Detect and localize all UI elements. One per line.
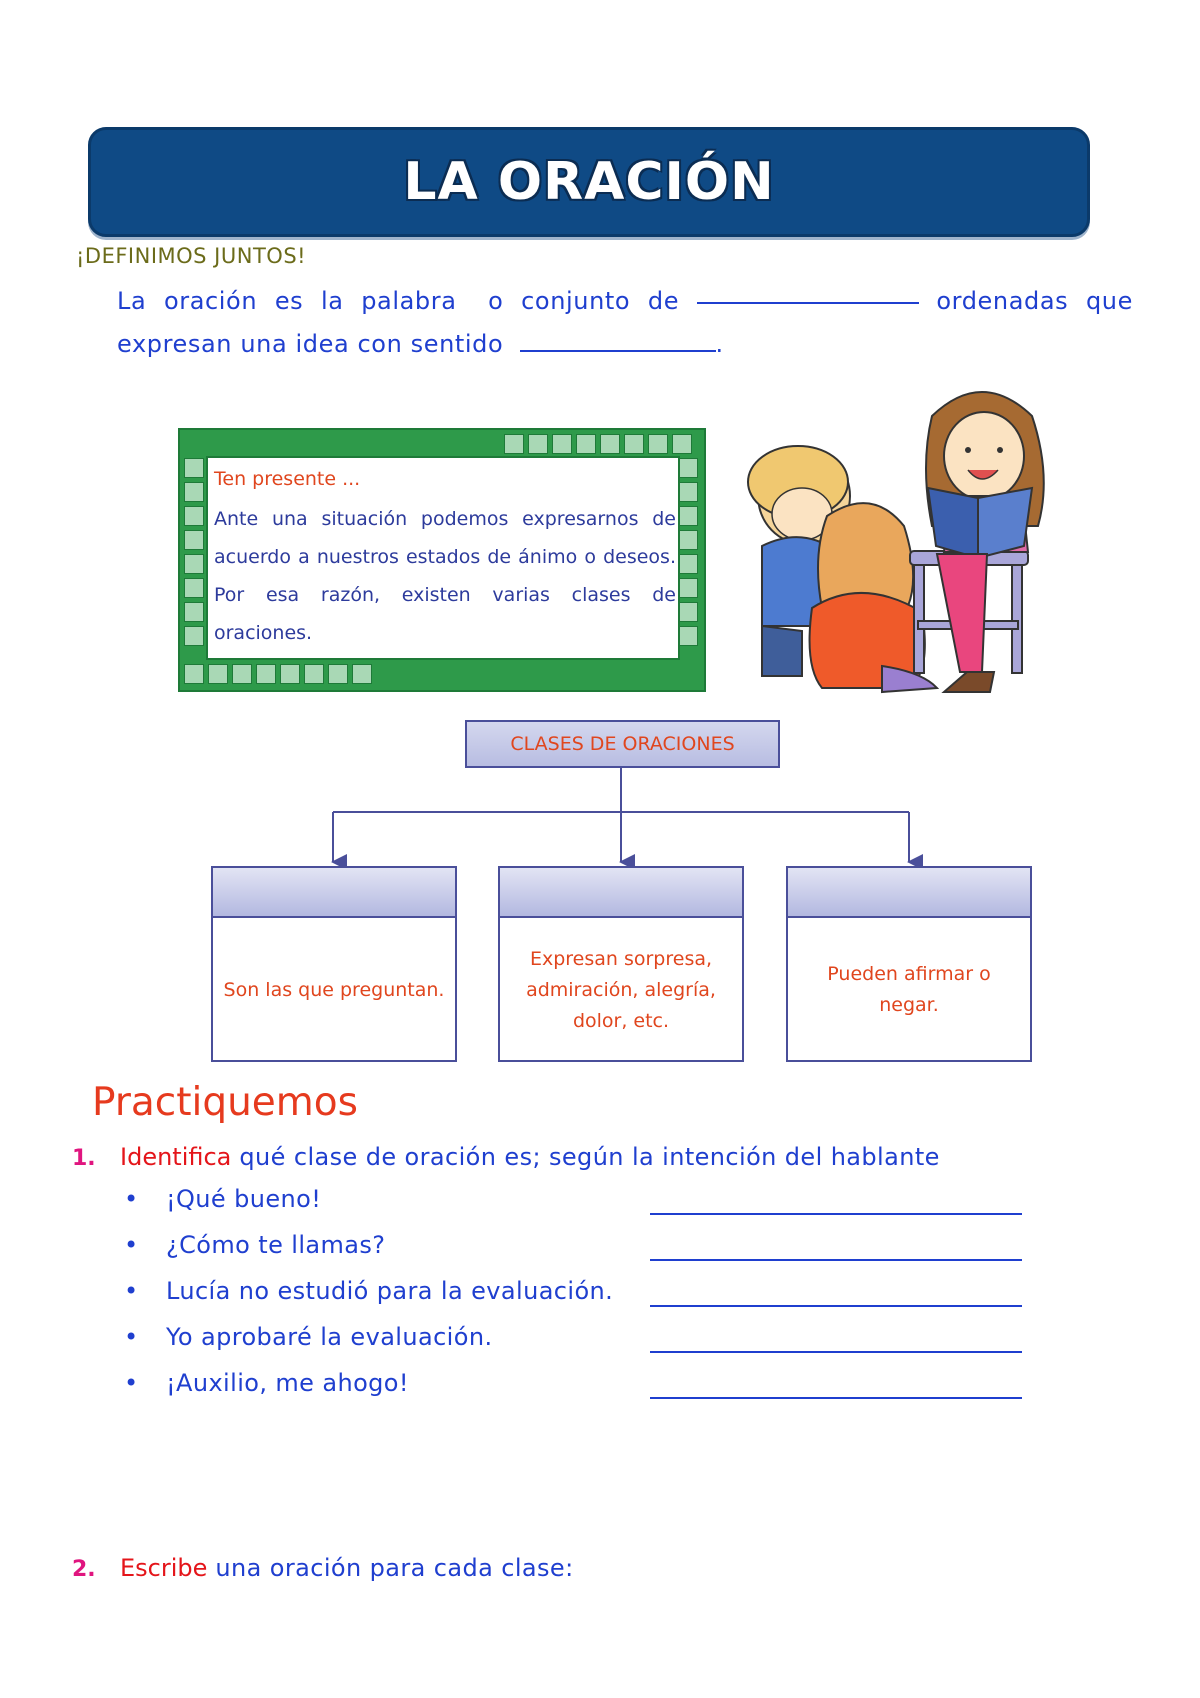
bullet: • bbox=[124, 1185, 139, 1213]
def-word: ordenadas bbox=[936, 287, 1069, 315]
answer-line[interactable] bbox=[650, 1259, 1022, 1261]
frame-cell bbox=[328, 664, 348, 684]
frame-cell bbox=[678, 530, 698, 550]
class-box-exclamatory bbox=[498, 866, 744, 1062]
exercise-item bbox=[120, 1185, 1020, 1221]
fill-in-blank-2[interactable] bbox=[520, 328, 716, 352]
frame-cell bbox=[678, 482, 698, 502]
def-word: de bbox=[647, 287, 680, 315]
class-name-blank[interactable] bbox=[788, 868, 1030, 918]
definition-line-1 bbox=[117, 280, 1133, 323]
def-word: La bbox=[117, 287, 147, 315]
def-line2-text: expresan una idea con sentido bbox=[117, 330, 504, 358]
practice-title: Practiquemos bbox=[92, 1080, 358, 1125]
frame-cell bbox=[672, 434, 692, 454]
answer-line[interactable] bbox=[650, 1397, 1022, 1399]
fill-in-blank-1[interactable] bbox=[697, 280, 919, 304]
frame-cell bbox=[678, 554, 698, 574]
bullet: • bbox=[124, 1369, 139, 1397]
frame-cell bbox=[184, 530, 204, 550]
frame-cell bbox=[184, 602, 204, 622]
question-text: una oración para cada clase: bbox=[207, 1554, 574, 1582]
title-banner bbox=[88, 127, 1090, 237]
note-frame bbox=[178, 428, 706, 692]
definition-line-2 bbox=[117, 323, 1133, 366]
frame-cell bbox=[600, 434, 620, 454]
frame-cell bbox=[678, 626, 698, 646]
frame-cell bbox=[256, 664, 276, 684]
answer-line[interactable] bbox=[650, 1305, 1022, 1307]
class-name-blank[interactable] bbox=[500, 868, 742, 918]
frame-cell bbox=[528, 434, 548, 454]
def-word: que bbox=[1085, 287, 1133, 315]
frame-cell bbox=[352, 664, 372, 684]
frame-cell bbox=[184, 578, 204, 598]
item-text: Yo aprobaré la evaluación. bbox=[166, 1323, 493, 1351]
frame-cell bbox=[232, 664, 252, 684]
classes-header: CLASES DE ORACIONES bbox=[465, 720, 780, 768]
frame-cell bbox=[184, 554, 204, 574]
frame-cell bbox=[576, 434, 596, 454]
bullet: • bbox=[124, 1231, 139, 1259]
frame-cell bbox=[280, 664, 300, 684]
frame-cell bbox=[678, 578, 698, 598]
frame-cell bbox=[624, 434, 644, 454]
frame-cell bbox=[304, 664, 324, 684]
frame-cell bbox=[184, 626, 204, 646]
page-title: LA ORACIÓN bbox=[403, 152, 775, 212]
frame-cell bbox=[208, 664, 228, 684]
exercise-item bbox=[120, 1369, 1020, 1405]
def-line2-end: . bbox=[715, 330, 724, 358]
class-box-interrogative bbox=[211, 866, 457, 1062]
frame-cell bbox=[184, 482, 204, 502]
exercise-item bbox=[120, 1323, 1020, 1359]
reading-girl-figure bbox=[926, 392, 1044, 692]
frame-cell bbox=[678, 458, 698, 478]
bullet: • bbox=[124, 1277, 139, 1305]
def-word: es bbox=[274, 287, 304, 315]
item-text: ¡Qué bueno! bbox=[166, 1185, 322, 1213]
def-word: o bbox=[488, 287, 504, 315]
question-text: qué clase de oración es; según la intención del hablante bbox=[231, 1143, 940, 1171]
frame-cell bbox=[648, 434, 668, 454]
question-1 bbox=[72, 1142, 940, 1174]
def-word: palabra bbox=[361, 287, 457, 315]
def-word: la bbox=[320, 287, 344, 315]
class-description: Son las que preguntan. bbox=[223, 978, 445, 1001]
class-name-blank[interactable] bbox=[213, 868, 455, 918]
class-description: Expresan sorpresa, admiración, alegría, dolor, etc. bbox=[526, 947, 716, 1032]
def-word: conjunto bbox=[521, 287, 631, 315]
frame-cell bbox=[678, 602, 698, 622]
item-text: ¡Auxilio, me ahogo! bbox=[166, 1369, 409, 1397]
frame-cell bbox=[552, 434, 572, 454]
answer-line[interactable] bbox=[650, 1351, 1022, 1353]
def-word: oración bbox=[163, 287, 258, 315]
bullet: • bbox=[124, 1323, 139, 1351]
reading-children-illustration bbox=[732, 376, 1082, 710]
question-verb: Escribe bbox=[120, 1554, 208, 1582]
frame-cell bbox=[504, 434, 524, 454]
question-verb: Identifica bbox=[120, 1143, 232, 1171]
class-description: Pueden afirmar o negar. bbox=[827, 963, 991, 1016]
note-body: Ante una situación podemos expresarnos de acuerdo a nuestros estados de ánimo o deseos. Por esa razón, existen varias clases de oraciones. bbox=[214, 508, 676, 644]
frame-cell bbox=[184, 664, 204, 684]
exercise-item bbox=[120, 1277, 1020, 1313]
item-text: Lucía no estudió para la evaluación. bbox=[166, 1277, 614, 1305]
exercise-item bbox=[120, 1231, 1020, 1267]
frame-cell bbox=[678, 506, 698, 526]
question-2 bbox=[72, 1553, 574, 1585]
note-title: Ten presente ... bbox=[214, 468, 361, 490]
answer-line[interactable] bbox=[650, 1213, 1022, 1215]
question-number: 2. bbox=[72, 1557, 96, 1582]
question-number: 1. bbox=[72, 1146, 96, 1171]
definition-paragraph bbox=[117, 280, 1133, 366]
class-box-declarative bbox=[786, 866, 1032, 1062]
item-text: ¿Cómo te llamas? bbox=[166, 1231, 386, 1259]
define-heading: ¡DEFINIMOS JUNTOS! bbox=[76, 244, 307, 268]
frame-cell bbox=[184, 506, 204, 526]
frame-cell bbox=[184, 458, 204, 478]
